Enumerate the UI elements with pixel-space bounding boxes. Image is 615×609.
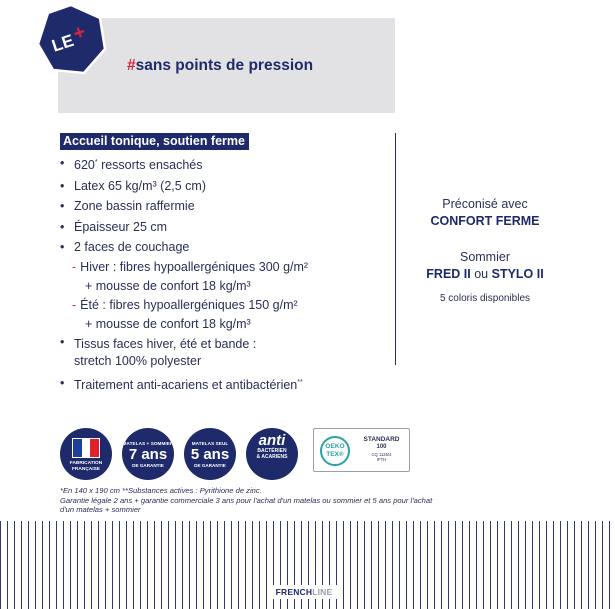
section-title: Accueil tonique, soutien ferme: [60, 133, 249, 150]
ete-line2: + mousse de confort 18 kg/m³: [85, 316, 251, 331]
sommier-ou: ou: [470, 267, 492, 281]
preconise-label: Préconisé avec: [442, 197, 528, 211]
preconise-block: [400, 196, 570, 230]
french-flag-icon: [72, 438, 100, 458]
badge-shape-icon: [34, 2, 108, 76]
footnotes: [60, 486, 560, 515]
sommier-block: [400, 249, 570, 283]
spec-ete: [59, 296, 394, 315]
dash-ete: -: [72, 297, 77, 312]
brand-logo: [268, 585, 340, 599]
hiver-line2: + mousse de confort 18 kg/m³: [85, 278, 251, 293]
oeko-circle-icon: [320, 436, 350, 466]
dash-hiver: -: [72, 259, 77, 274]
anti-bacterien-logo: [246, 428, 298, 480]
sommier-a: FRED II: [426, 267, 471, 281]
hash-symbol: #: [127, 57, 136, 74]
anti-line2: & ACARIENS: [256, 454, 288, 460]
oeko-tex-logo: [313, 428, 410, 472]
spec-tissus: [59, 334, 394, 370]
tissus-line1: Tissus faces hiver, été et bande :: [74, 336, 257, 351]
guarantee-7-logo: [122, 428, 174, 480]
badge-plus: +: [70, 20, 89, 46]
footnote-line3: d'un matelas + sommier: [60, 505, 141, 514]
flag-red: [90, 439, 99, 457]
ete-line1: Été : fibres hypoallergéniques 150 g/m²: [80, 297, 298, 312]
spec-traitement: [59, 373, 394, 396]
oeko-standard-label: STANDARD: [363, 436, 400, 443]
brand-part2: LINE: [312, 587, 333, 597]
preconise-value: CONFORT FERME: [430, 214, 540, 228]
badge-text: LE: [49, 30, 77, 56]
guarantee2-bottom: DE GARANTIE: [194, 463, 226, 468]
coloris-text: 5 coloris disponibles: [439, 293, 531, 304]
sommier-label: Sommier: [459, 250, 510, 264]
sommier-b: STYLO II: [491, 267, 544, 281]
flag-white: [82, 439, 91, 457]
hero-hashtag: [127, 57, 313, 75]
traitement-text: Traitement anti-acariens et antibactérien: [74, 377, 298, 392]
oeko-line1: OEKO: [325, 443, 345, 450]
guarantee-5-logo: [184, 428, 236, 480]
anti-line1: BACTÉRIEN: [257, 448, 287, 454]
spec-latex: • Latex 65 kg/m³ (2,5 cm): [59, 176, 394, 197]
oeko-ifth: IFTH: [376, 457, 387, 462]
vertical-divider: [395, 133, 396, 365]
tissus-line2: stretch 100% polyester: [74, 353, 202, 368]
guarantee1-bottom: DE GARANTIE: [132, 463, 164, 468]
guarantee2-top: MATELAS SEUL: [191, 441, 229, 446]
spec-epaisseur: • Épaisseur 25 cm: [59, 217, 394, 238]
guarantee2-big: 5 ans: [190, 446, 230, 463]
oeko-line2: TEX®: [326, 451, 344, 458]
spec-hiver: [59, 258, 394, 277]
flag-blue: [73, 439, 82, 457]
le-plus-badge: [34, 2, 108, 76]
oeko-cert: CQ 1125/4: [371, 452, 392, 457]
footnote-line2: Garantie légale 2 ans + garantie commerciale 3 ans pour l'achat d'un matelas ou sommier et 5 ans pour l'achat: [60, 495, 433, 505]
traitement-mark: **: [297, 378, 303, 386]
ressorts-mark: *: [94, 159, 98, 166]
spec-list: [59, 153, 394, 395]
fabrication-line2: FRANÇAISE: [72, 467, 100, 472]
guarantee1-top: MATELAS + SOMMIER: [122, 441, 174, 446]
spec-faces: • 2 faces de couchage: [59, 237, 394, 258]
fabrication-francaise-logo: [60, 428, 112, 480]
hero-text: sans points de pression: [135, 57, 314, 74]
spec-ressorts: [59, 153, 394, 176]
oeko-standard-num: 100: [376, 444, 387, 450]
ressorts-value: 620: [74, 158, 95, 172]
fabrication-text: [60, 461, 112, 473]
footnote-line1: *En 140 x 190 cm **Substances actives : Pyrithione de zinc.: [60, 486, 262, 495]
guarantee1-big: 7 ans: [128, 446, 168, 463]
anti-big: anti: [258, 432, 286, 449]
brand-part1: FRENCH: [275, 587, 313, 597]
oeko-standard: [354, 436, 409, 462]
ressorts-text: ressorts ensachés: [97, 158, 203, 172]
spec-zone: • Zone bassin raffermie: [59, 196, 394, 217]
fabrication-line1: FABRICATION: [69, 461, 103, 466]
hiver-line1: Hiver : fibres hypoallergéniques 300 g/m²: [80, 259, 309, 274]
